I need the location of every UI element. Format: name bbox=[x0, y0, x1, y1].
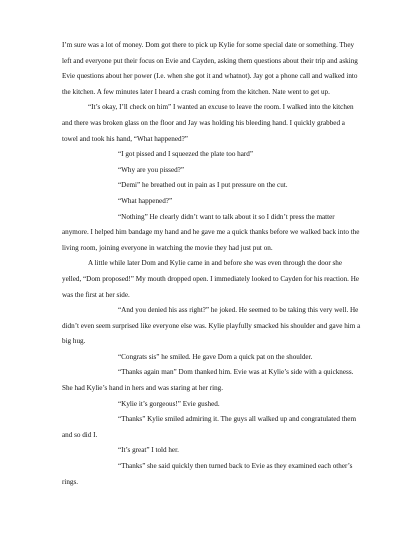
paragraph: “Demi” he breathed out in pain as I put pressure on the cut. bbox=[118, 181, 288, 190]
paragraph: “I got pissed and I squeezed the plate too hard” bbox=[118, 150, 254, 159]
paragraph: “Thanks” she said quickly then turned back to Evie as they examined each other’s rings. bbox=[62, 462, 353, 486]
paragraph: “Thanks” Kylie smiled admiring it. The guys all walked up and congratulated them and so did I. bbox=[62, 415, 357, 439]
paragraph: I’m sure was a lot of money. Dom got there to pick up Kylie for some special date or something. They left and everyone put their focus on Evie and Cayden, asking them questions about their trip and asking Evie questions about her power (I.e. when she got it and whatnot). Jay got a phone call and walked into the kitchen. A few minutes later I heard a crash coming from the kitchen. Nate went to get up. bbox=[62, 41, 358, 96]
paragraph: “What happened?” bbox=[118, 196, 173, 205]
paragraph: “And you denied his ass right?” he joked. He seemed to be taking this very well. He didn’t even seem surprised like everyone else was. Kylie playfully smacked his shoulder and gave him a big hug. bbox=[62, 306, 361, 346]
paragraph: “Congrats sis” he smiled. He gave Dom a quick pat on the shoulder. bbox=[118, 352, 313, 361]
paragraph: “Thanks again man” Dom thanked him. Evie was at Kylie’s side with a quickness. She had Kylie’s hand in hers and was staring at her ring. bbox=[62, 368, 354, 393]
paragraph: “Why are you pissed?” bbox=[118, 165, 185, 174]
paragraph: “It’s great” I told her. bbox=[118, 446, 179, 455]
body-text bbox=[62, 38, 362, 490]
paragraph: “Kylie it’s gorgeous!” Evie gushed. bbox=[118, 399, 220, 408]
paragraph: “It’s okay, I’ll check on him” I wanted an excuse to leave the room. I walked into the kitchen and there was broken glass on the floor and Jay was holding his bleeding hand. I quickly grabbed a towel and took his hand, “What happened?” bbox=[62, 103, 354, 143]
paragraph: “Nothing” He clearly didn’t want to talk about it so I didn’t press the matter anymore. I helped him bandage my hand and he gave me a quick thanks before we walked back into the living room, joining everyone in watching the movie they had just put on. bbox=[62, 212, 360, 252]
paragraph: A little while later Dom and Kylie came in and before she was even through the door she yelled, “Dom proposed!” My mouth dropped open. I immediately looked to Cayden for his reaction. He was the first at her side. bbox=[62, 259, 360, 299]
